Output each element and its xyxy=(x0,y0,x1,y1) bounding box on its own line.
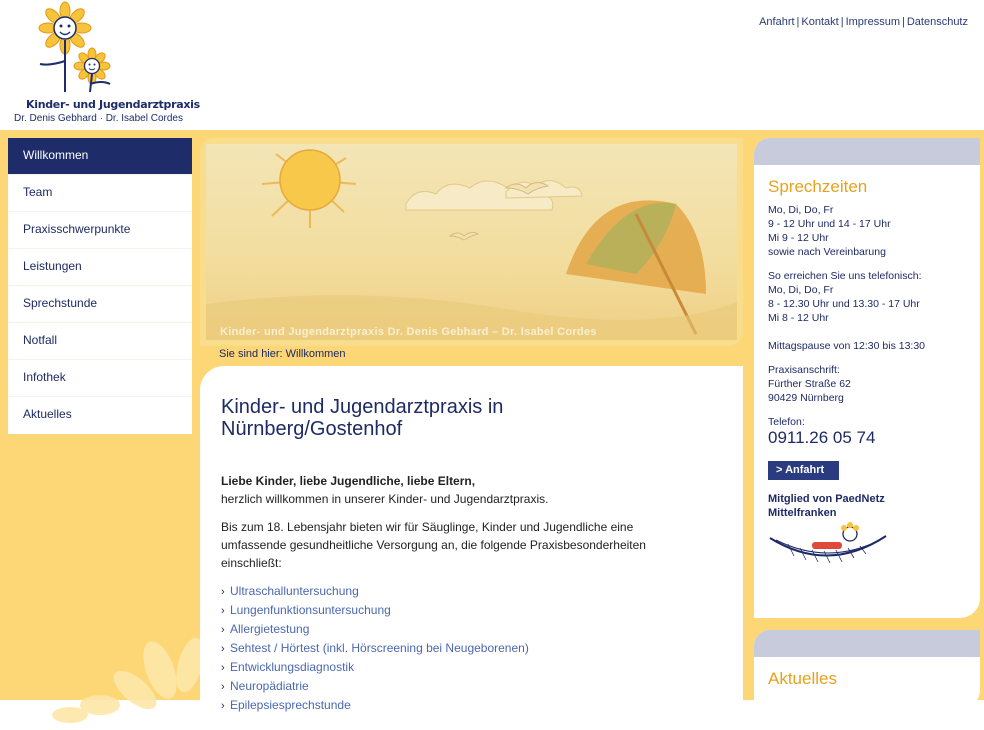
service-link-sehtest-hoertest[interactable]: Sehtest / Hörtest (inkl. Hörscreening bei Neugeborenen) xyxy=(230,641,529,655)
nav-item-willkommen[interactable]: Willkommen xyxy=(8,138,192,175)
box-header-bar xyxy=(754,630,980,657)
list-item xyxy=(221,601,722,620)
news-title: Aktuelles xyxy=(768,669,837,688)
list-item xyxy=(221,658,722,677)
service-link-allergietestung[interactable]: Allergietestung xyxy=(230,622,310,636)
nav-item-team[interactable]: Team xyxy=(8,175,192,212)
top-navigation xyxy=(759,16,968,28)
list-item xyxy=(221,620,722,639)
hours-line: sowie nach Vereinbarung xyxy=(768,246,886,258)
sunflower-kids-icon xyxy=(10,6,192,98)
service-list xyxy=(221,582,722,715)
chevron-right-icon: › xyxy=(221,605,225,617)
phone-number[interactable]: 0911.26 05 74 xyxy=(768,428,876,447)
intro-paragraph: Bis zum 18. Lebensjahr bieten wir für Säuglinge, Kinder und Jugendliche eine umfassende gesundheitliche Versorgung an, die folgende Praxisbesonderheiten einschließt: xyxy=(221,520,646,570)
main-content xyxy=(200,366,743,712)
paednetz-badge[interactable] xyxy=(768,492,908,572)
chevron-right-icon: › xyxy=(221,643,225,655)
content-band xyxy=(0,130,984,712)
practice-logo[interactable] xyxy=(10,6,200,126)
hours-details xyxy=(768,203,980,572)
nav-item-notfall[interactable]: Notfall xyxy=(8,323,192,360)
main-navigation xyxy=(8,138,192,434)
service-link-lungenfunktion[interactable]: Lungenfunktionsuntersuchung xyxy=(230,603,391,617)
nav-item-aktuelles[interactable]: Aktuelles xyxy=(23,407,72,421)
chevron-right-icon: › xyxy=(221,624,225,636)
service-link-neuropaediatrie[interactable]: Neuropädiatrie xyxy=(230,679,309,693)
nav-item-sprechstunde[interactable]: Sprechstunde xyxy=(8,286,192,323)
list-item xyxy=(221,582,722,601)
top-link-kontakt[interactable]: Kontakt xyxy=(801,16,839,28)
chevron-right-icon: › xyxy=(221,586,225,598)
chevron-right-icon: › xyxy=(221,681,225,693)
list-item xyxy=(221,639,722,658)
beach-scene-icon xyxy=(206,144,737,340)
list-item xyxy=(221,696,722,715)
anfahrt-button[interactable]: > Anfahrt xyxy=(768,461,839,480)
nav-item-infothek[interactable]: Infothek xyxy=(8,360,192,397)
member-line-2: Mittelfranken xyxy=(768,507,837,519)
phone-hours-line: 8 - 12.30 Uhr und 13.30 - 17 Uhr xyxy=(768,298,920,310)
phone-hours-line: Mi 8 - 12 Uhr xyxy=(768,312,829,324)
decorative-flower-icon xyxy=(40,610,220,730)
top-link-impressum[interactable]: Impressum xyxy=(845,16,900,28)
top-link-datenschutz[interactable]: Datenschutz xyxy=(906,16,968,28)
greeting: Liebe Kinder, liebe Jugendliche, liebe Eltern, xyxy=(221,474,476,488)
banner-image xyxy=(206,144,737,340)
phone-label: Telefon: xyxy=(768,416,805,428)
page-title: Kinder- und Jugendarztpraxis in Nürnberg/Gostenhof xyxy=(221,396,504,440)
breadcrumb: Sie sind hier: Willkommen xyxy=(219,348,346,360)
logo-subtitle: Dr. Denis Gebhard · Dr. Isabel Cordes xyxy=(14,113,183,124)
hours-title: Sprechzeiten xyxy=(768,177,868,196)
address-line: Fürther Straße 62 xyxy=(768,378,851,390)
list-item xyxy=(221,677,722,696)
nav-item-praxisschwerpunkte[interactable]: Praxisschwerpunkte xyxy=(8,212,192,249)
box-header-bar xyxy=(754,138,980,165)
service-link-ultraschall[interactable]: Ultraschalluntersuchung xyxy=(230,584,359,598)
news-box xyxy=(754,630,980,710)
banner-caption: Kinder- und Jugendarztpraxis Dr. Denis Gebhard – Dr. Isabel Cordes xyxy=(220,326,597,338)
address-line: Praxisanschrift: xyxy=(768,364,840,376)
intro-text xyxy=(221,472,722,508)
chevron-right-icon: › xyxy=(221,662,225,674)
service-link-epilepsiesprechstunde[interactable]: Epilepsiesprechstunde xyxy=(230,698,351,712)
top-link-anfahrt[interactable]: Anfahrt xyxy=(759,16,795,28)
hours-line: 9 - 12 Uhr und 14 - 17 Uhr xyxy=(768,218,891,230)
logo-title: Kinder- und Jugendarztpraxis xyxy=(26,98,200,111)
welcome-text: herzlich willkommen in unserer Kinder- und Jugendarztpraxis. xyxy=(221,492,549,506)
separator: | xyxy=(840,16,844,28)
hammock-child-icon xyxy=(768,520,892,570)
nav-item-leistungen[interactable]: Leistungen xyxy=(8,249,192,286)
header-banner xyxy=(200,138,743,346)
office-hours-box xyxy=(754,138,980,618)
hours-line: Mo, Di, Do, Fr xyxy=(768,204,834,216)
address-line: 90429 Nürnberg xyxy=(768,392,844,404)
phone-hours-line: Mo, Di, Do, Fr xyxy=(768,284,834,296)
lunch-break: Mittagspause von 12:30 bis 13:30 xyxy=(768,340,926,352)
chevron-right-icon: › xyxy=(221,700,225,712)
separator: | xyxy=(796,16,800,28)
phone-hours-line: So erreichen Sie uns telefonisch: xyxy=(768,270,922,282)
separator: | xyxy=(901,16,905,28)
member-line-1: Mitglied von PaedNetz xyxy=(768,493,885,505)
hours-line: Mi 9 - 12 Uhr xyxy=(768,232,829,244)
header xyxy=(0,0,984,130)
service-link-entwicklungsdiagnostik[interactable]: Entwicklungsdiagnostik xyxy=(230,660,355,674)
